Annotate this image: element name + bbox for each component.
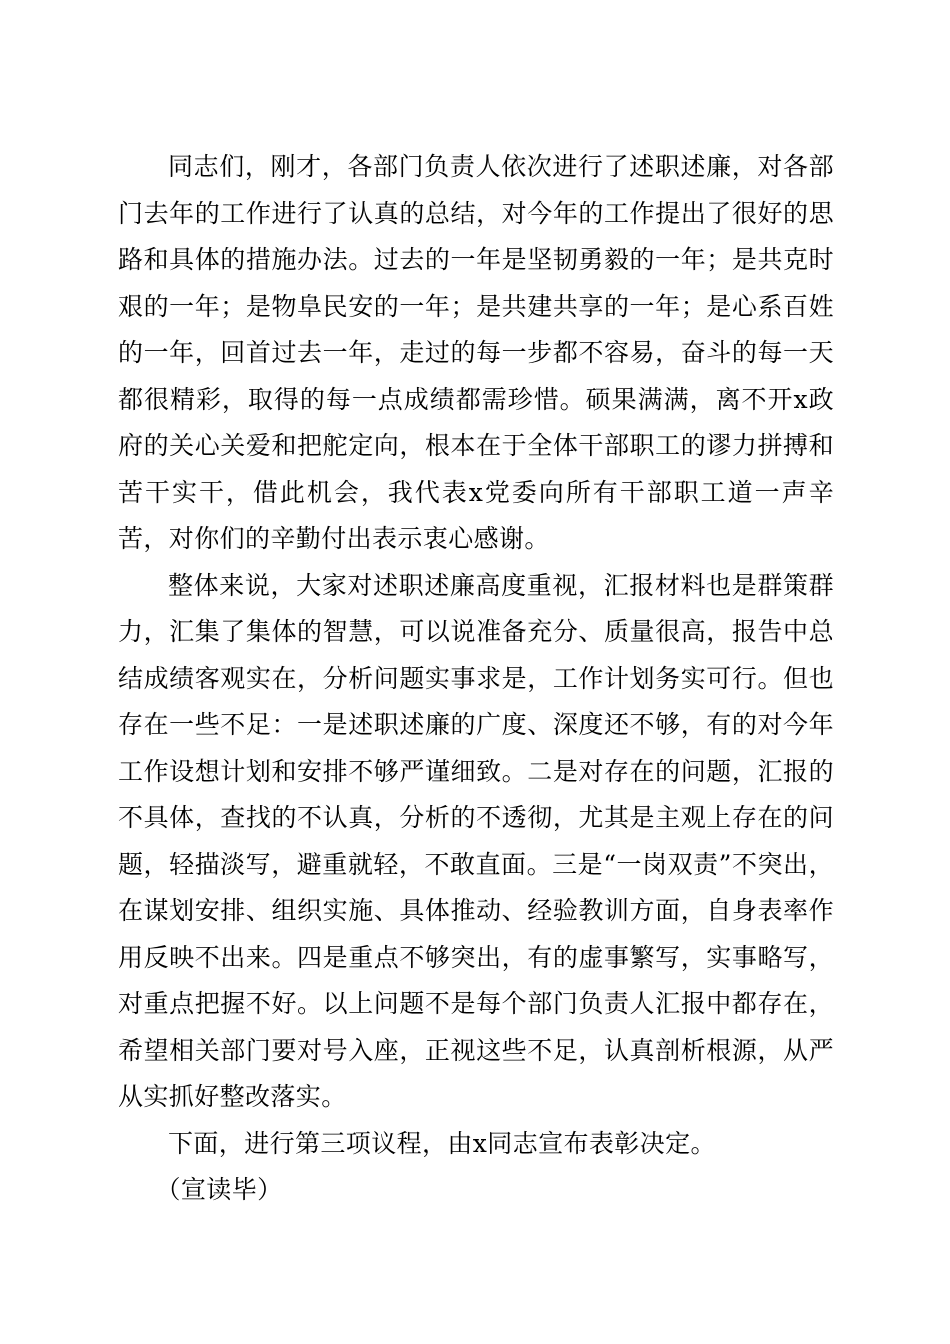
document-body: [118, 144, 834, 1214]
paragraph-reading-note: （宣读毕）: [155, 1175, 283, 1204]
paragraph-next-agenda: 下面，进行第三项议程，由x同志宣布表彰决定。: [168, 1128, 716, 1158]
paragraph-review-summary: 同志们，刚才，各部门负责人依次进行了述职述廉，对各部门去年的工作进行了认真的总结，对今年的工作提出了很好的思路和具体的措施办法。过去的一年是坚韧勇毅的一年；是共克时艰的一年；是物阜民安的一年；是共建共享的一年；是心系百姓的一年，回首过去一年，走过的每一步都不容易，奋斗的每一天都很精彩，取得的每一点成绩都需珍惜。硕果满满，离不开x政府的关心关爱和把舵定向，根本在于全体干部职工的谬力拼搏和苦干实干，借此机会，我代表x党委向所有干部职工道一声辛苦，对你们的辛勤付出表示衷心感谢。: [118, 152, 834, 553]
paragraph-shortcomings: 整体来说，大家对述职述廉高度重视，汇报材料也是群策群力，汇集了集体的智慧，可以说准备充分、质量很高，报告中总结成绩客观实在，分析问题实事求是，工作计划务实可行。但也存在一些不足：一是述职述廉的广度、深度还不够，有的对今年工作设想计划和安排不够严谨细致。二是对存在的问题，汇报的不具体，查找的不认真，分析的不透彻，尤其是主观上存在的问题，轻描淡写，避重就轻，不敢直面。三是“一岗双责”不突出，在谋划安排、组织实施、具体推动、经验教训方面，自身表率作用反映不出来。四是重点不够突出，有的虚事繁写，实事略写，对重点把握不好。以上问题不是每个部门负责人汇报中都存在，希望相关部门要对号入座，正视这些不足，认真剖析根源，从严从实抓好整改落实。: [118, 570, 834, 1111]
